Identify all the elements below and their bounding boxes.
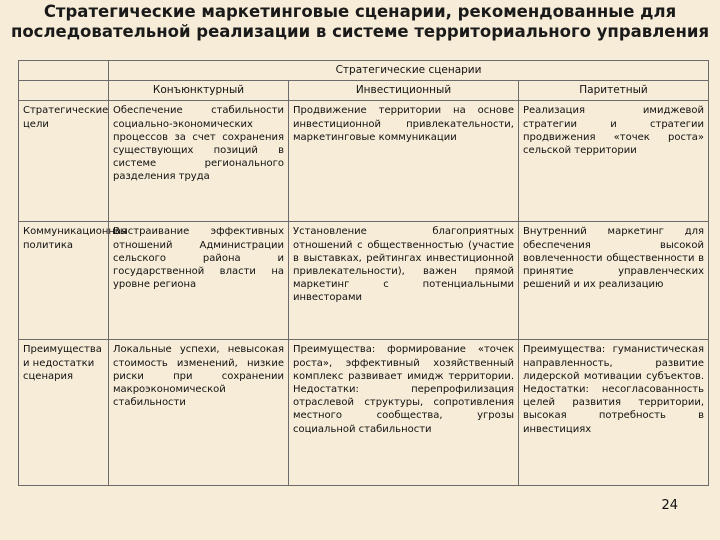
table-cell: Локальные успехи, невысокая стоимость изменений, низкие риски при сохранении макроэкономической стабильности (109, 340, 289, 486)
column-header-conjunctural: Конъюнктурный (109, 81, 289, 101)
group-header: Стратегические сценарии (109, 61, 709, 81)
column-header-parity: Паритетный (519, 81, 709, 101)
row-header-pros-cons: Преимущества и недостатки сценария (19, 340, 109, 486)
title-line-2: последовательной реализации в системе территориального управления (10, 22, 710, 41)
table-cell: Обеспечение стабильности социально-экономических процессов за счет сохранения существующих позиций в системе регионального разделения труда (109, 101, 289, 222)
slide-title (0, 2, 720, 42)
table-column-header-row (19, 81, 709, 101)
row-header-goals: Стратегические цели (19, 101, 109, 222)
table-cell: Продвижение территории на основе инвестиционной привлекательности, маркетинговые коммуникации (289, 101, 519, 222)
table-row (19, 340, 709, 486)
table-group-header-row (19, 61, 709, 81)
table-corner-cell (19, 61, 109, 81)
table-corner-cell-2 (19, 81, 109, 101)
page-number: 24 (661, 498, 678, 513)
table-row (19, 222, 709, 340)
table-cell: Установление благоприятных отношений с общественностью (участие в выставках, рейтингах инвестиционной привлекательности), важен прямой маркетинг с потенциальными инвесторами (289, 222, 519, 340)
row-header-communication: Коммуникационная политика (19, 222, 109, 340)
title-line-1: Стратегические маркетинговые сценарии, рекомендованные для (43, 2, 677, 21)
scenarios-table (18, 60, 709, 486)
column-header-investment: Инвестиционный (289, 81, 519, 101)
table-cell: Преимущества: гуманистическая направленность, развитие лидерской мотивации субъектов. Недостатки: несогласованность целей развития территории, высокая потребность в инвестициях (519, 340, 709, 486)
table-cell: Внутренний маркетинг для обеспечения высокой вовлеченности общественности в принятие управленческих решений и их реализацию (519, 222, 709, 340)
table-cell: Выстраивание эффективных отношений Администрации сельского района и государственной власти на уровне региона (109, 222, 289, 340)
table-cell: Реализация имиджевой стратегии и стратегии продвижения «точек роста» сельской территории (519, 101, 709, 222)
table-row (19, 101, 709, 222)
table-cell: Преимущества: формирование «точек роста», эффективный хозяйственный комплекс развивает имидж территории. Недостатки: перепрофилизация отраслевой структуры, сопротивления местного сообщества, угрозы социальной стабильности (289, 340, 519, 486)
